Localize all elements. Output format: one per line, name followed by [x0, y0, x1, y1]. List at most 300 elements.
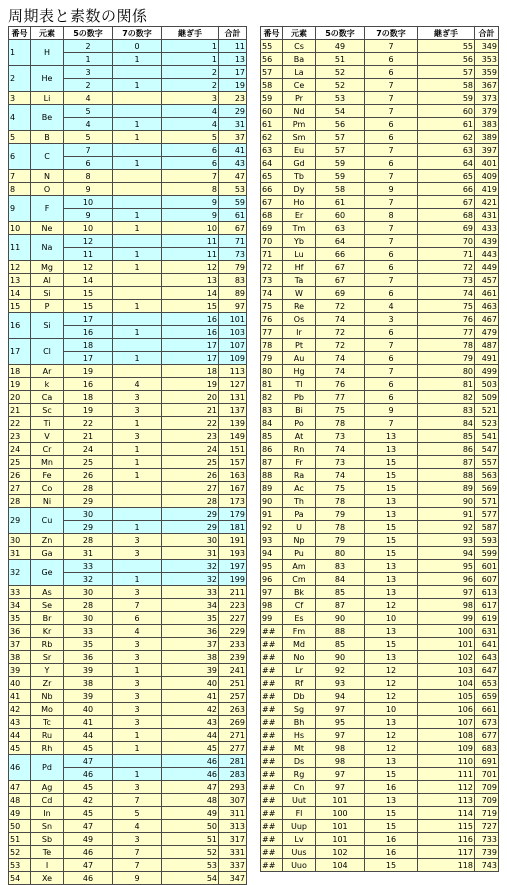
table-row — [261, 404, 499, 417]
table-row — [9, 300, 247, 313]
seven-count-cell: 7 — [365, 417, 418, 430]
seven-count-cell: 13 — [365, 586, 418, 599]
five-count-cell: 90 — [316, 651, 365, 664]
joint-cell: 118 — [418, 859, 475, 872]
table-row — [261, 625, 499, 638]
five-count-cell: 74 — [316, 352, 365, 365]
element-symbol-cell: Zn — [31, 534, 64, 547]
element-symbol-cell: Au — [283, 352, 316, 365]
total-cell: 383 — [475, 118, 499, 131]
five-count-cell: 97 — [316, 703, 365, 716]
atomic-number-cell: 54 — [9, 872, 31, 885]
atomic-number-cell: 50 — [9, 820, 31, 833]
element-symbol-cell: Cs — [283, 40, 316, 53]
element-symbol-cell: Cn — [283, 781, 316, 794]
element-symbol-cell: Fr — [283, 456, 316, 469]
five-count-cell: 51 — [316, 53, 365, 66]
total-cell: 181 — [219, 521, 247, 534]
total-cell: 157 — [219, 456, 247, 469]
joint-cell: 99 — [418, 612, 475, 625]
element-symbol-cell: Np — [283, 534, 316, 547]
five-count-cell: 5 — [64, 105, 113, 118]
seven-count-cell: 10 — [365, 703, 418, 716]
joint-cell: 104 — [418, 677, 475, 690]
seven-count-cell: 12 — [365, 690, 418, 703]
seven-count-cell: 15 — [365, 768, 418, 781]
joint-cell: 46 — [162, 755, 219, 768]
atomic-number-cell: 97 — [261, 586, 283, 599]
element-symbol-cell: Sr — [31, 651, 64, 664]
seven-count-cell: 3 — [113, 703, 162, 716]
table-row — [9, 391, 247, 404]
five-count-cell: 47 — [64, 820, 113, 833]
five-count-cell: 74 — [316, 443, 365, 456]
table-row — [9, 547, 247, 560]
total-cell: 179 — [219, 508, 247, 521]
joint-cell: 95 — [418, 560, 475, 573]
five-count-cell: 78 — [316, 521, 365, 534]
table-row — [261, 326, 499, 339]
seven-count-cell: 1 — [113, 573, 162, 586]
joint-cell: 85 — [418, 430, 475, 443]
five-count-cell: 74 — [316, 365, 365, 378]
joint-cell: 46 — [162, 768, 219, 781]
joint-cell: 43 — [162, 716, 219, 729]
element-symbol-cell: Pd — [31, 755, 64, 781]
table-row — [9, 508, 247, 521]
five-count-cell: 53 — [316, 92, 365, 105]
atomic-number-cell: ## — [261, 677, 283, 690]
five-count-cell: 29 — [64, 495, 113, 508]
joint-cell: 114 — [418, 807, 475, 820]
seven-count-cell — [113, 105, 162, 118]
col-header-number: 番号 — [9, 27, 31, 40]
atomic-number-cell: 47 — [9, 781, 31, 794]
five-count-cell: 60 — [316, 209, 365, 222]
joint-cell: 48 — [162, 794, 219, 807]
element-symbol-cell: Pt — [283, 339, 316, 352]
element-symbol-cell: Hs — [283, 729, 316, 742]
atomic-number-cell: 35 — [9, 612, 31, 625]
seven-count-cell: 1 — [113, 521, 162, 534]
total-cell: 491 — [475, 352, 499, 365]
joint-cell: 76 — [418, 313, 475, 326]
total-cell: 107 — [219, 339, 247, 352]
five-count-cell: 52 — [316, 79, 365, 92]
atomic-number-cell: 27 — [9, 482, 31, 495]
total-cell: 19 — [219, 79, 247, 92]
atomic-number-cell: 89 — [261, 482, 283, 495]
atomic-number-cell: 53 — [9, 859, 31, 872]
atomic-number-cell: 11 — [9, 235, 31, 261]
total-cell: 659 — [475, 690, 499, 703]
element-symbol-cell: Gd — [283, 157, 316, 170]
five-count-cell: 78 — [316, 417, 365, 430]
seven-count-cell: 6 — [365, 131, 418, 144]
total-cell: 359 — [475, 66, 499, 79]
total-cell: 89 — [219, 287, 247, 300]
total-cell: 619 — [475, 612, 499, 625]
table-row — [9, 794, 247, 807]
seven-count-cell: 7 — [365, 105, 418, 118]
atomic-number-cell: ## — [261, 781, 283, 794]
atomic-number-cell: 48 — [9, 794, 31, 807]
atomic-number-cell: 42 — [9, 703, 31, 716]
atomic-number-cell: 8 — [9, 183, 31, 196]
five-count-cell: 45 — [64, 781, 113, 794]
atomic-number-cell: 65 — [261, 170, 283, 183]
seven-count-cell: 13 — [365, 430, 418, 443]
five-count-cell: 24 — [64, 443, 113, 456]
joint-cell: 6 — [162, 157, 219, 170]
table-row — [9, 677, 247, 690]
element-symbol-cell: Ir — [283, 326, 316, 339]
seven-count-cell: 6 — [365, 326, 418, 339]
joint-cell: 3 — [162, 92, 219, 105]
table-row — [261, 677, 499, 690]
five-count-cell: 64 — [316, 235, 365, 248]
five-count-cell: 58 — [316, 183, 365, 196]
seven-count-cell: 15 — [365, 521, 418, 534]
total-cell: 227 — [219, 612, 247, 625]
five-count-cell: 72 — [316, 326, 365, 339]
total-cell: 53 — [219, 183, 247, 196]
five-count-cell: 25 — [64, 456, 113, 469]
seven-count-cell: 8 — [365, 209, 418, 222]
joint-cell: 34 — [162, 599, 219, 612]
joint-cell: 73 — [418, 274, 475, 287]
atomic-number-cell: ## — [261, 625, 283, 638]
total-cell: 199 — [219, 573, 247, 586]
table-row — [261, 508, 499, 521]
table-row — [9, 807, 247, 820]
element-symbol-cell: Rb — [31, 638, 64, 651]
five-count-cell: 84 — [316, 573, 365, 586]
total-cell: 257 — [219, 690, 247, 703]
five-count-cell: 87 — [316, 599, 365, 612]
table-row — [9, 534, 247, 547]
five-count-cell: 28 — [64, 482, 113, 495]
atomic-number-cell: 5 — [9, 131, 31, 144]
seven-count-cell: 12 — [365, 599, 418, 612]
joint-cell: 42 — [162, 703, 219, 716]
seven-count-cell — [113, 144, 162, 157]
atomic-number-cell: 82 — [261, 391, 283, 404]
total-cell: 433 — [475, 222, 499, 235]
joint-cell: 55 — [418, 40, 475, 53]
joint-cell: 82 — [418, 391, 475, 404]
joint-cell: 11 — [162, 248, 219, 261]
five-count-cell: 29 — [64, 521, 113, 534]
joint-cell: 17 — [162, 352, 219, 365]
seven-count-cell: 1 — [113, 664, 162, 677]
element-symbol-cell: Na — [31, 235, 64, 261]
five-count-cell: 66 — [316, 248, 365, 261]
atomic-number-cell: 38 — [9, 651, 31, 664]
five-count-cell: 101 — [316, 794, 365, 807]
five-count-cell: 63 — [316, 222, 365, 235]
joint-cell: 66 — [418, 183, 475, 196]
table-row — [261, 781, 499, 794]
joint-cell: 29 — [162, 508, 219, 521]
five-count-cell: 30 — [64, 508, 113, 521]
joint-cell: 113 — [418, 794, 475, 807]
five-count-cell: 9 — [64, 209, 113, 222]
element-symbol-cell: Sm — [283, 131, 316, 144]
total-cell: 47 — [219, 170, 247, 183]
seven-count-cell: 13 — [365, 443, 418, 456]
seven-count-cell — [113, 287, 162, 300]
joint-cell: 19 — [162, 378, 219, 391]
table-row — [9, 443, 247, 456]
seven-count-cell: 3 — [113, 404, 162, 417]
table-row — [9, 755, 247, 768]
joint-cell: 38 — [162, 651, 219, 664]
seven-count-cell: 13 — [365, 560, 418, 573]
total-cell: 661 — [475, 703, 499, 716]
total-cell: 647 — [475, 664, 499, 677]
seven-count-cell: 3 — [113, 638, 162, 651]
seven-count-cell: 12 — [365, 742, 418, 755]
atomic-number-cell: 31 — [9, 547, 31, 560]
joint-cell: 97 — [418, 586, 475, 599]
seven-count-cell: 1 — [113, 53, 162, 66]
joint-cell: 71 — [418, 248, 475, 261]
atomic-number-cell: 87 — [261, 456, 283, 469]
atomic-number-cell: 46 — [9, 755, 31, 781]
seven-count-cell: 15 — [365, 807, 418, 820]
header-row — [261, 27, 499, 40]
col-header-five: 5の数字 — [64, 27, 113, 40]
total-cell: 379 — [475, 105, 499, 118]
five-count-cell: 77 — [316, 391, 365, 404]
seven-count-cell: 13 — [365, 755, 418, 768]
element-symbol-cell: Os — [283, 313, 316, 326]
seven-count-cell: 7 — [365, 235, 418, 248]
joint-cell: 21 — [162, 404, 219, 417]
element-symbol-cell: Uut — [283, 794, 316, 807]
five-count-cell: 33 — [64, 625, 113, 638]
table-row — [261, 183, 499, 196]
element-symbol-cell: Am — [283, 560, 316, 573]
total-cell: 691 — [475, 755, 499, 768]
element-symbol-cell: Pu — [283, 547, 316, 560]
table-row — [9, 742, 247, 755]
table-row — [261, 417, 499, 430]
total-cell: 601 — [475, 560, 499, 573]
atomic-number-cell: 2 — [9, 66, 31, 92]
atomic-number-cell: ## — [261, 846, 283, 859]
five-count-cell: 18 — [64, 391, 113, 404]
atomic-number-cell: 63 — [261, 144, 283, 157]
element-symbol-cell: Br — [31, 612, 64, 625]
element-symbol-cell: Ne — [31, 222, 64, 235]
element-symbol-cell: Ag — [31, 781, 64, 794]
seven-count-cell: 7 — [365, 222, 418, 235]
total-cell: 331 — [219, 846, 247, 859]
element-symbol-cell: N — [31, 170, 64, 183]
seven-count-cell: 3 — [113, 430, 162, 443]
seven-count-cell: 9 — [365, 404, 418, 417]
element-symbol-cell: Rh — [31, 742, 64, 755]
five-count-cell: 56 — [316, 118, 365, 131]
atomic-number-cell: 43 — [9, 716, 31, 729]
joint-cell: 87 — [418, 456, 475, 469]
atomic-number-cell: ## — [261, 859, 283, 872]
total-cell: 463 — [475, 300, 499, 313]
atomic-number-cell: 61 — [261, 118, 283, 131]
table-row — [9, 625, 247, 638]
joint-cell: 78 — [418, 339, 475, 352]
atomic-number-cell: 13 — [9, 274, 31, 287]
atomic-number-cell: 1 — [9, 40, 31, 66]
atomic-number-cell: 6 — [9, 144, 31, 170]
table-row — [261, 846, 499, 859]
seven-count-cell: 1 — [113, 79, 162, 92]
total-cell: 733 — [475, 833, 499, 846]
five-count-cell: 17 — [64, 352, 113, 365]
seven-count-cell: 3 — [113, 651, 162, 664]
total-cell: 191 — [219, 534, 247, 547]
total-cell: 631 — [475, 625, 499, 638]
table-row — [261, 495, 499, 508]
atomic-number-cell: 4 — [9, 105, 31, 131]
element-symbol-cell: Ta — [283, 274, 316, 287]
element-symbol-cell: Lr — [283, 664, 316, 677]
seven-count-cell: 1 — [113, 417, 162, 430]
seven-count-cell: 7 — [365, 92, 418, 105]
seven-count-cell: 3 — [113, 534, 162, 547]
seven-count-cell: 9 — [113, 872, 162, 885]
seven-count-cell: 6 — [365, 287, 418, 300]
joint-cell: 72 — [418, 261, 475, 274]
five-count-cell: 101 — [316, 820, 365, 833]
table-row — [261, 391, 499, 404]
total-cell: 587 — [475, 521, 499, 534]
seven-count-cell: 3 — [113, 677, 162, 690]
element-symbol-cell: B — [31, 131, 64, 144]
seven-count-cell — [113, 196, 162, 209]
joint-cell: 60 — [418, 105, 475, 118]
seven-count-cell: 10 — [365, 612, 418, 625]
atomic-number-cell: 91 — [261, 508, 283, 521]
table-row — [261, 755, 499, 768]
joint-cell: 41 — [162, 690, 219, 703]
five-count-cell: 30 — [64, 586, 113, 599]
total-cell: 223 — [219, 599, 247, 612]
element-symbol-cell: Es — [283, 612, 316, 625]
total-cell: 13 — [219, 53, 247, 66]
table-row — [9, 105, 247, 118]
table-row — [9, 235, 247, 248]
total-cell: 443 — [475, 248, 499, 261]
seven-count-cell: 1 — [113, 248, 162, 261]
total-cell: 479 — [475, 326, 499, 339]
table-row — [261, 66, 499, 79]
seven-count-cell: 0 — [113, 40, 162, 53]
total-cell: 17 — [219, 66, 247, 79]
atomic-number-cell: 9 — [9, 196, 31, 222]
seven-count-cell — [113, 313, 162, 326]
seven-count-cell — [113, 755, 162, 768]
atomic-number-cell: ## — [261, 833, 283, 846]
total-cell: 541 — [475, 430, 499, 443]
five-count-cell: 7 — [64, 144, 113, 157]
atomic-number-cell: 22 — [9, 417, 31, 430]
atomic-number-cell: ## — [261, 755, 283, 768]
five-count-cell: 74 — [316, 313, 365, 326]
total-cell: 373 — [475, 92, 499, 105]
atomic-number-cell: 81 — [261, 378, 283, 391]
total-cell: 193 — [219, 547, 247, 560]
total-cell: 683 — [475, 742, 499, 755]
element-symbol-cell: Bk — [283, 586, 316, 599]
five-count-cell: 95 — [316, 716, 365, 729]
five-count-cell: 67 — [316, 261, 365, 274]
table-row — [261, 339, 499, 352]
atomic-number-cell: 79 — [261, 352, 283, 365]
table-row — [9, 560, 247, 573]
total-cell: 151 — [219, 443, 247, 456]
joint-cell: 39 — [162, 664, 219, 677]
element-symbol-cell: k — [31, 378, 64, 391]
element-symbol-cell: Uup — [283, 820, 316, 833]
atomic-number-cell: 76 — [261, 313, 283, 326]
atomic-number-cell: ## — [261, 651, 283, 664]
element-symbol-cell: Ge — [31, 560, 64, 586]
seven-count-cell: 1 — [113, 443, 162, 456]
element-symbol-cell: Pa — [283, 508, 316, 521]
element-symbol-cell: Si — [31, 287, 64, 300]
five-count-cell: 101 — [316, 833, 365, 846]
joint-cell: 84 — [418, 417, 475, 430]
five-count-cell: 16 — [64, 378, 113, 391]
table-row — [261, 573, 499, 586]
table-row — [9, 872, 247, 885]
atomic-number-cell: 98 — [261, 599, 283, 612]
seven-count-cell: 7 — [365, 144, 418, 157]
atomic-number-cell: 24 — [9, 443, 31, 456]
element-symbol-cell: Re — [283, 300, 316, 313]
joint-cell: 59 — [418, 92, 475, 105]
atomic-number-cell: 15 — [9, 300, 31, 313]
five-count-cell: 47 — [64, 859, 113, 872]
element-symbol-cell: Tb — [283, 170, 316, 183]
total-cell: 577 — [475, 508, 499, 521]
seven-count-cell — [113, 274, 162, 287]
atomic-number-cell: 21 — [9, 404, 31, 417]
element-symbol-cell: Er — [283, 209, 316, 222]
seven-count-cell: 15 — [365, 820, 418, 833]
atomic-number-cell: 64 — [261, 157, 283, 170]
table-row — [261, 820, 499, 833]
total-cell: 521 — [475, 404, 499, 417]
seven-count-cell: 15 — [365, 638, 418, 651]
joint-cell: 37 — [162, 638, 219, 651]
joint-cell: 107 — [418, 716, 475, 729]
element-symbol-cell: Rf — [283, 677, 316, 690]
joint-cell: 109 — [418, 742, 475, 755]
element-symbol-cell: Yb — [283, 235, 316, 248]
five-count-cell: 46 — [64, 768, 113, 781]
table-row — [9, 287, 247, 300]
joint-cell: 13 — [162, 274, 219, 287]
atomic-number-cell: 62 — [261, 131, 283, 144]
element-symbol-cell: Fm — [283, 625, 316, 638]
atomic-number-cell: 58 — [261, 79, 283, 92]
total-cell: 439 — [475, 235, 499, 248]
total-cell: 607 — [475, 573, 499, 586]
